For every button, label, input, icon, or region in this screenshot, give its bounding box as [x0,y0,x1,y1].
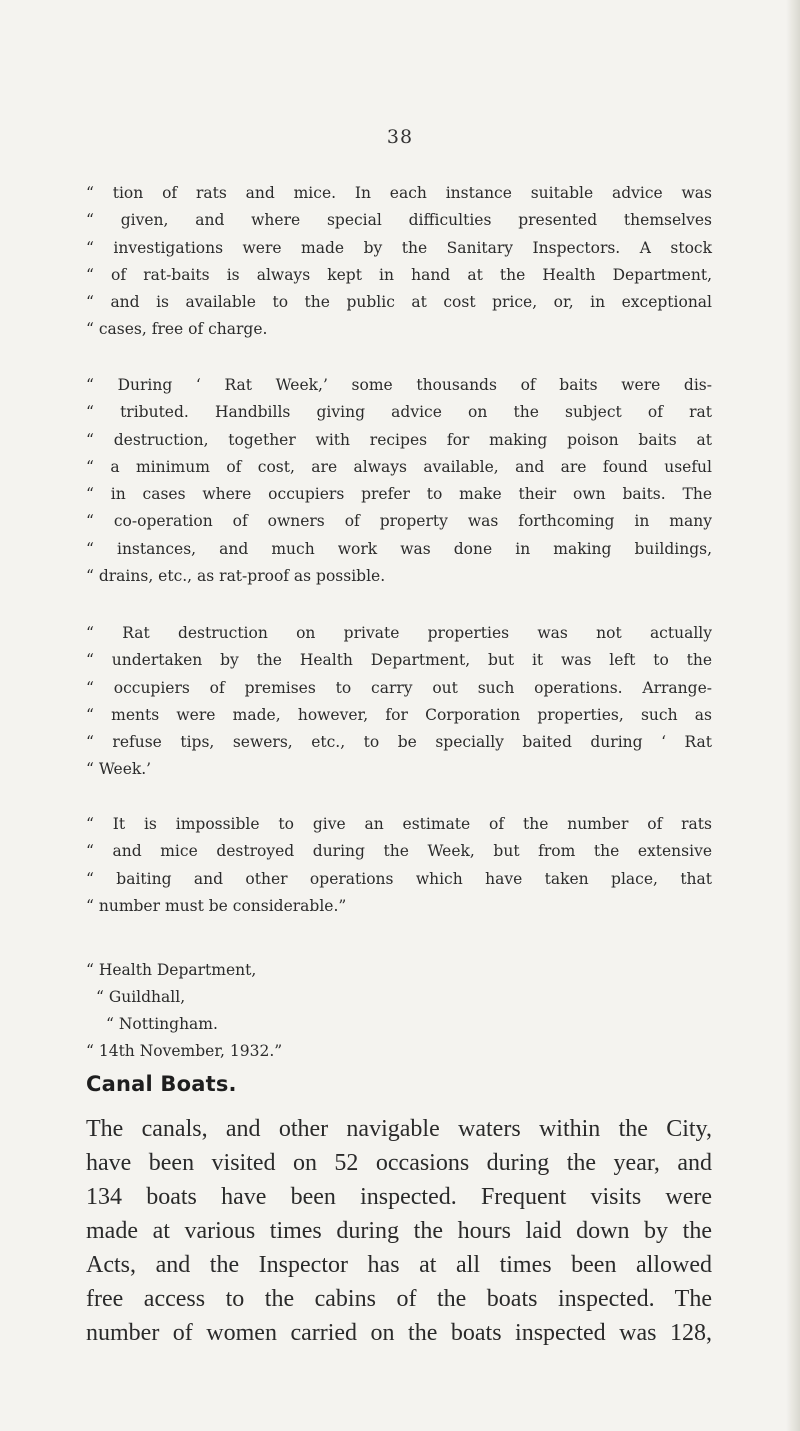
text-line: made at various times during the hours laid down by the [86,1218,712,1244]
text-line: “ undertaken by the Health Department, but it was left to the [86,651,712,670]
text-line: “ baiting and other operations which have taken place, that [86,869,712,888]
section-heading: Canal Boats. [86,1072,237,1096]
text-line: “ refuse tips, sewers, etc., to be specially baited during ‘ Rat [86,733,712,752]
text-line: “ tion of rats and mice. In each instance suitable advice was [86,184,712,202]
signature-line: “ Nottingham. [106,1015,218,1033]
text-line: have been visited on 52 occasions during the year, and [86,1150,712,1176]
text-line: The canals, and other navigable waters within the City, [86,1116,712,1142]
text-line: Acts, and the Inspector has at all times been allowed [86,1252,712,1278]
text-line: “ drains, etc., as rat-proof as possible. [86,567,386,586]
text-line: “ It is impossible to give an estimate of the number of rats [86,815,712,833]
text-line: “ a minimum of cost, are always available, and are found useful [86,457,712,476]
quote-paragraph-1 [86,180,712,344]
text-line: “ instances, and much work was done in making buildings, [86,539,712,558]
signature-block [86,957,282,1065]
text-line: “ Rat destruction on private properties was not actually [86,624,712,642]
text-line: “ co-operation of owners of property was forthcoming in many [86,512,712,531]
signature-line: “ Guildhall, [96,988,186,1006]
text-line: “ Week.’ [86,760,152,779]
signature-line: “ 14th November, 1932.” [86,1042,283,1060]
text-line: “ cases, free of charge. [86,320,268,339]
text-line: “ and is available to the public at cost price, or, in exceptional [86,293,712,312]
text-line: “ in cases where occupiers prefer to make their own baits. The [86,485,712,504]
quote-paragraph-3 [86,620,712,784]
page-number: 38 [386,126,414,148]
text-line: “ occupiers of premises to carry out such operations. Arrange- [86,678,712,697]
text-line: “ number must be considerable.” [86,896,347,915]
text-line: “ tributed. Handbills giving advice on the subject of rat [86,403,712,422]
text-line: “ and mice destroyed during the Week, but from the extensive [86,842,712,861]
text-line: “ During ‘ Rat Week,’ some thousands of baits were dis- [86,376,712,394]
text-line: “ ments were made, however, for Corporation properties, such as [86,705,712,724]
text-line: “ investigations were made by the Sanitary Inspectors. A stock [86,238,712,257]
page-edge-shadow [786,0,800,1431]
text-line: “ of rat-baits is always kept in hand at the Health Department, [86,265,712,284]
signature-line: “ Health Department, [86,961,257,979]
text-line: “ destruction, together with recipes for making poison baits at [86,430,712,449]
text-line: 134 boats have been inspected. Frequent visits were [86,1184,712,1210]
text-line: “ given, and where special difficulties presented themselves [86,211,712,230]
quote-paragraph-4 [86,811,712,920]
quote-paragraph-2 [86,372,712,590]
text-line: number of women carried on the boats inspected was 128, [86,1320,712,1346]
canal-boats-paragraph [86,1112,712,1350]
text-line: free access to the cabins of the boats inspected. The [86,1286,712,1312]
